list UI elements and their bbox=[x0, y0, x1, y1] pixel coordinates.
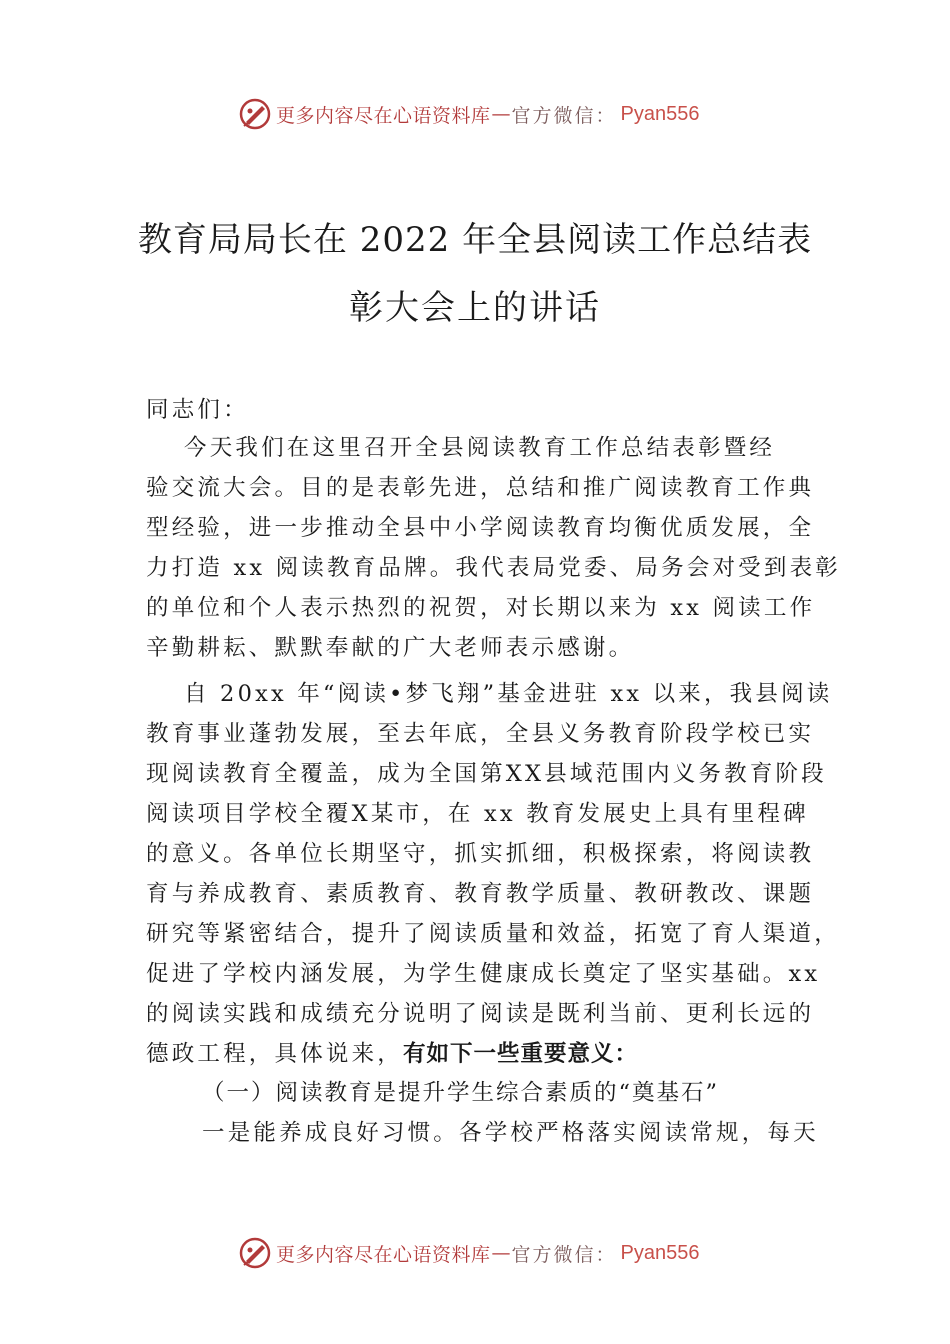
paragraph-line: 的意义。各单位长期坚守，抓实抓细，积极探索，将阅读教 bbox=[146, 841, 815, 867]
banner-account: Pyan556 bbox=[620, 102, 700, 125]
paragraph-1 bbox=[146, 428, 846, 668]
document-title-line-1: 教育局局长在 2022 年全县阅读工作总结表 bbox=[137, 220, 813, 260]
document-title-line-2: 彰大会上的讲话 bbox=[349, 288, 601, 328]
paragraph-line: 型经验，进一步推动全县中小学阅读教育均衡优质发展，全 bbox=[146, 515, 815, 541]
greeting: 同志们： bbox=[146, 397, 249, 423]
footer-watermark-banner bbox=[238, 1236, 700, 1270]
banner-site-text: 更多内容尽在心语资料库 bbox=[276, 104, 491, 127]
banner-site-text: 更多内容尽在心语资料库 bbox=[276, 1243, 491, 1266]
paragraph-line: 阅读项目学校全覆X某市，在 xx 教育发展史上具有里程碑 bbox=[146, 801, 809, 827]
banner-separator: — bbox=[491, 103, 511, 125]
paragraph-line: 的阅读实践和成绩充分说明了阅读是既利当前、更利长远的 bbox=[146, 1001, 815, 1027]
section-heading: （一）阅读教育是提升学生综合素质的“奠基石” bbox=[202, 1080, 720, 1106]
paragraph-line: 现阅读教育全覆盖，成为全国第XX县域范围内义务教育阶段 bbox=[146, 761, 827, 787]
paragraph-line: 辛勤耕耘、默默奉献的广大老师表示感谢。 bbox=[146, 635, 635, 661]
paragraph-3-line: 一是能养成良好习惯。各学校严格落实阅读常规，每天 bbox=[202, 1120, 819, 1146]
paragraph-line: 促进了学校内涵发展，为学生健康成长奠定了坚实基础。xx bbox=[146, 961, 821, 987]
banner-label: 官方微信： bbox=[511, 104, 617, 127]
paragraph-line: 验交流大会。目的是表彰先进，总结和推广阅读教育工作典 bbox=[146, 475, 815, 501]
emphasis-text: 有如下一些重要意义： bbox=[403, 1041, 639, 1067]
paragraph-line: 今天我们在这里召开全县阅读教育工作总结表彰暨经 bbox=[184, 435, 776, 461]
banner-account: Pyan556 bbox=[620, 1241, 700, 1264]
paragraph-text: 德政工程，具体说来， bbox=[146, 1041, 404, 1067]
paragraph-line: 力打造 xx 阅读教育品牌。我代表局党委、局务会对受到表彰 bbox=[146, 555, 841, 581]
paragraph-2 bbox=[146, 674, 846, 1074]
header-watermark-banner bbox=[238, 97, 700, 131]
paragraph-line: 教育事业蓬勃发展，至去年底，全县义务教育阶段学校已实 bbox=[146, 721, 815, 747]
banner-label: 官方微信： bbox=[511, 1243, 617, 1266]
paragraph-line: 的单位和个人表示热烈的祝贺，对长期以来为 xx 阅读工作 bbox=[146, 595, 816, 621]
section-block bbox=[146, 1073, 846, 1153]
paragraph-line-last bbox=[146, 1034, 846, 1074]
quill-pen-logo-icon bbox=[238, 1236, 272, 1270]
paragraph-line: 研究等紧密结合，提升了阅读质量和效益，拓宽了育人渠道， bbox=[146, 921, 840, 947]
paragraph-line: 自 20xx 年“阅读•梦飞翔”基金进驻 xx 以来，我县阅读 bbox=[184, 681, 833, 707]
paragraph-line: 育与养成教育、素质教育、教育教学质量、教研教改、课题 bbox=[146, 881, 815, 907]
banner-separator: — bbox=[491, 1242, 511, 1264]
quill-pen-logo-icon bbox=[238, 97, 272, 131]
